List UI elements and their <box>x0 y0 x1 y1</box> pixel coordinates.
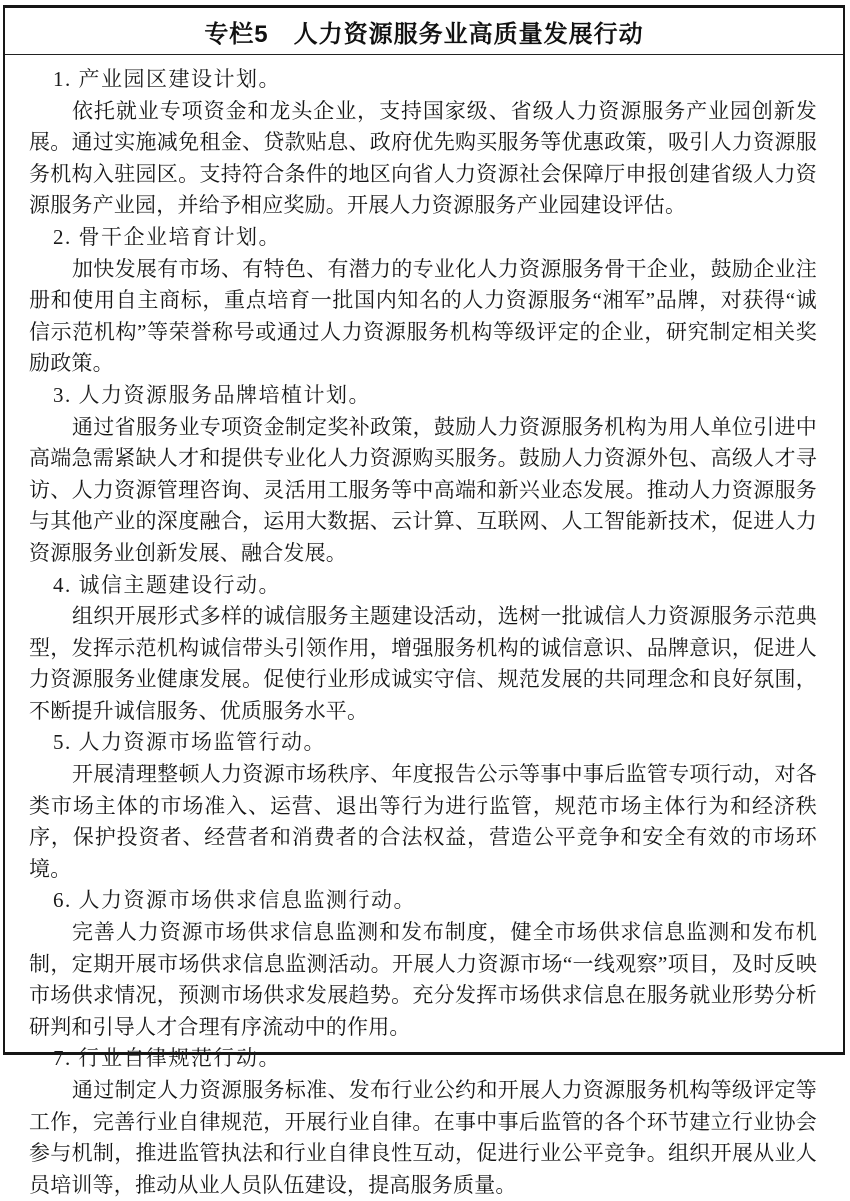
section-6-heading: 6. 人力资源市场供求信息监测行动。 <box>53 888 416 913</box>
section-7-heading: 7. 行业自律规范行动。 <box>53 1046 281 1071</box>
column5-panel <box>3 5 845 1197</box>
panel-title: 专栏5 人力资源服务业高质量发展行动 <box>204 20 644 48</box>
section-1-heading: 1. 产业园区建设计划。 <box>53 67 281 91</box>
section-2-heading: 2. 骨干企业培育计划。 <box>53 224 281 249</box>
panel-title-bar <box>5 8 843 54</box>
section-5-paragraph: 开展清理整顿人力资源市场秩序、年度报告公示等事中事后监管专项行动，对各类市场主体的市场准入、运营、退出等行为进行监管，规范市场主体行为和经济秩序，保护投资者、经营者和消费者的合法权益，营造公平竞争和安全有效的市场环境。 <box>29 762 817 881</box>
section-7-paragraph: 通过制定人力资源服务标准、发布行业公约和开展人力资源服务机构等级评定等工作，完善行业自律规范，开展行业自律。在事中事后监管的各个环节建立行业协会参与机制，推进监管执法和行业自律良性互动，促进行业公平竞争。组织开展从业人员培训等，推动从业人员队伍建设，提高服务质量。 <box>29 1078 817 1197</box>
section-1-paragraph: 依托就业专项资金和龙头企业，支持国家级、省级人力资源服务产业园创新发展。通过实施减免租金、贷款贴息、政府优先购买服务等优惠政策，吸引人力资源服务机构入驻园区。支持符合条件的地区向省人力资源社会保障厅申报创建省级人力资源服务产业园，并给予相应奖励。开展人力资源服务产业园建设评估。 <box>29 98 817 218</box>
section-4-heading: 4. 诚信主题建设行动。 <box>53 572 281 597</box>
section-2-paragraph: 加快发展有市场、有特色、有潜力的专业化人力资源服务骨干企业，鼓励企业注册和使用自主商标，重点培育一批国内知名的人力资源服务“湘军”品牌，对获得“诚信示范机构”等荣誉称号或通过人力资源服务机构等级评定的企业，研究制定相关奖励政策。 <box>29 256 817 376</box>
panel-body <box>5 55 843 1201</box>
section-6-paragraph: 完善人力资源市场供求信息监测和发布制度，健全市场供求信息监测和发布机制，定期开展市场供求信息监测活动。开展人力资源市场“一线观察”项目，及时反映市场供求情况，预测市场供求发展趋势。充分发挥市场供求信息在服务就业形势分析研判和引导人才合理有序流动中的作用。 <box>29 920 817 1039</box>
section-4-paragraph: 组织开展形式多样的诚信服务主题建设活动，选树一批诚信人力资源服务示范典型，发挥示范机构诚信带头引领作用，增强服务机构的诚信意识、品牌意识，促进人力资源服务业健康发展。促使行业形成诚实守信、规范发展的共同理念和良好氛围，不断提升诚信服务、优质服务水平。 <box>29 604 817 723</box>
section-3-heading: 3. 人力资源服务品牌培植计划。 <box>53 382 371 407</box>
section-5-heading: 5. 人力资源市场监管行动。 <box>53 730 326 755</box>
section-3-paragraph: 通过省服务业专项资金制定奖补政策，鼓励人力资源服务机构为用人单位引进中高端急需紧缺人才和提供专业化人力资源购买服务。鼓励人力资源外包、高级人才寻访、人力资源管理咨询、灵活用工服务等中高端和新兴业态发展。推动人力资源服务与其他产业的深度融合，运用大数据、云计算、互联网、人工智能新技术，促进人力资源服务业创新发展、融合发展。 <box>29 414 817 565</box>
